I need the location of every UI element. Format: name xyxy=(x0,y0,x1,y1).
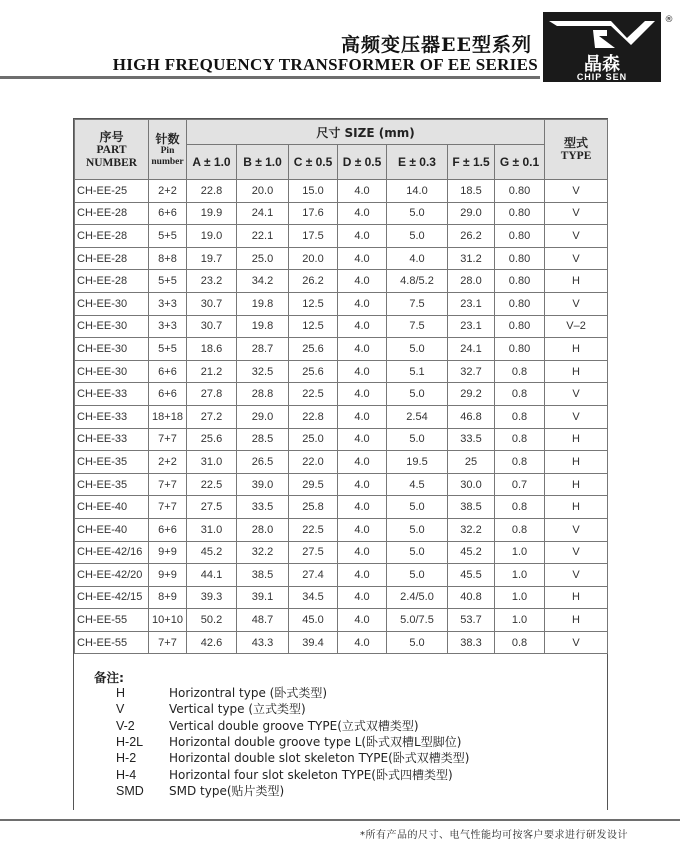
cell-g: 1.0 xyxy=(495,586,545,609)
note-desc: Horizontal double groove type L(卧式双槽L型脚位) xyxy=(169,734,462,749)
cell-d: 4.0 xyxy=(338,518,387,541)
cell-type: V xyxy=(545,383,608,406)
cell-g: 0.80 xyxy=(495,338,545,361)
cell-b: 28.7 xyxy=(237,338,289,361)
cell-part: CH-EE-28 xyxy=(75,270,149,293)
note-code: SMD xyxy=(116,783,144,798)
table-row xyxy=(75,360,608,383)
cell-pin: 7+7 xyxy=(149,631,187,654)
cell-f: 29.2 xyxy=(448,383,495,406)
cell-g: 1.0 xyxy=(495,609,545,632)
cell-part: CH-EE-30 xyxy=(75,338,149,361)
cell-pin: 18+18 xyxy=(149,405,187,428)
cell-e: 5.0 xyxy=(387,496,448,519)
logo-text-en: CHIP SEN xyxy=(576,72,628,82)
cell-e: 5.0 xyxy=(387,631,448,654)
cell-c: 25.6 xyxy=(289,360,338,383)
cell-f: 40.8 xyxy=(448,586,495,609)
dim-f-header: F ± 1.5 xyxy=(448,145,495,180)
cell-c: 25.8 xyxy=(289,496,338,519)
cell-e: 2.4/5.0 xyxy=(387,586,448,609)
cell-c: 17.5 xyxy=(289,225,338,248)
cell-c: 39.4 xyxy=(289,631,338,654)
cell-e: 5.0 xyxy=(387,428,448,451)
note-desc: Vertical type (立式类型) xyxy=(169,702,306,717)
cell-a: 22.5 xyxy=(187,473,237,496)
cell-c: 12.5 xyxy=(289,315,338,338)
cell-d: 4.0 xyxy=(338,564,387,587)
cell-c: 45.0 xyxy=(289,609,338,632)
cell-g: 0.8 xyxy=(495,451,545,474)
cell-pin: 9+9 xyxy=(149,541,187,564)
cell-type: H xyxy=(545,496,608,519)
table-row xyxy=(75,564,608,587)
cell-a: 19.7 xyxy=(187,247,237,270)
cell-e: 5.0 xyxy=(387,564,448,587)
notes-section xyxy=(74,664,607,810)
table-row xyxy=(75,473,608,496)
cell-c: 20.0 xyxy=(289,247,338,270)
cell-part: CH-EE-55 xyxy=(75,631,149,654)
cell-g: 0.80 xyxy=(495,180,545,203)
cell-d: 4.0 xyxy=(338,360,387,383)
cell-e: 5.1 xyxy=(387,360,448,383)
cell-d: 4.0 xyxy=(338,315,387,338)
cell-g: 0.7 xyxy=(495,473,545,496)
cell-pin: 6+6 xyxy=(149,360,187,383)
cell-a: 19.0 xyxy=(187,225,237,248)
cell-d: 4.0 xyxy=(338,338,387,361)
cell-e: 5.0 xyxy=(387,225,448,248)
cell-type: H xyxy=(545,360,608,383)
cell-b: 24.1 xyxy=(237,202,289,225)
cell-c: 17.6 xyxy=(289,202,338,225)
cell-f: 53.7 xyxy=(448,609,495,632)
cell-f: 45.5 xyxy=(448,564,495,587)
cell-part: CH-EE-30 xyxy=(75,292,149,315)
cell-a: 23.2 xyxy=(187,270,237,293)
cell-type: V xyxy=(545,180,608,203)
cell-type: H xyxy=(545,270,608,293)
cell-type: V xyxy=(545,631,608,654)
cell-c: 22.8 xyxy=(289,405,338,428)
cell-f: 33.5 xyxy=(448,428,495,451)
notes-title: 备注: xyxy=(94,670,124,685)
table-row xyxy=(75,541,608,564)
cell-f: 31.2 xyxy=(448,247,495,270)
cell-a: 19.9 xyxy=(187,202,237,225)
cell-pin: 7+7 xyxy=(149,428,187,451)
cell-a: 21.2 xyxy=(187,360,237,383)
spec-sheet xyxy=(73,118,608,810)
cell-part: CH-EE-33 xyxy=(75,428,149,451)
cell-g: 0.80 xyxy=(495,292,545,315)
cell-d: 4.0 xyxy=(338,451,387,474)
cell-pin: 10+10 xyxy=(149,609,187,632)
cell-f: 38.3 xyxy=(448,631,495,654)
note-desc: Horizontal four slot skeleton TYPE(卧式四槽类型) xyxy=(169,767,453,782)
cell-type: H xyxy=(545,473,608,496)
cell-part: CH-EE-42/20 xyxy=(75,564,149,587)
cell-e: 5.0 xyxy=(387,383,448,406)
cell-type: H xyxy=(545,451,608,474)
note-code: H-2L xyxy=(116,734,144,749)
cell-e: 4.0 xyxy=(387,247,448,270)
cell-g: 0.8 xyxy=(495,405,545,428)
cell-pin: 6+6 xyxy=(149,383,187,406)
cell-type: V xyxy=(545,518,608,541)
cell-type: V xyxy=(545,247,608,270)
cell-f: 32.2 xyxy=(448,518,495,541)
cell-c: 25.6 xyxy=(289,338,338,361)
cell-pin: 3+3 xyxy=(149,292,187,315)
registered-mark: ® xyxy=(664,15,674,25)
cell-part: CH-EE-55 xyxy=(75,609,149,632)
cell-b: 48.7 xyxy=(237,609,289,632)
cell-b: 39.1 xyxy=(237,586,289,609)
note-desc: SMD type(贴片类型) xyxy=(169,783,285,798)
cell-b: 25.0 xyxy=(237,247,289,270)
cell-b: 22.1 xyxy=(237,225,289,248)
cell-a: 45.2 xyxy=(187,541,237,564)
cell-type: V xyxy=(545,292,608,315)
cell-e: 5.0 xyxy=(387,518,448,541)
size-header: 尺寸 SIZE (mm) xyxy=(187,120,545,145)
spec-table-body xyxy=(75,180,608,654)
cell-b: 28.0 xyxy=(237,518,289,541)
dim-e-header: E ± 0.3 xyxy=(387,145,448,180)
cell-pin: 5+5 xyxy=(149,338,187,361)
dim-g-header: G ± 0.1 xyxy=(495,145,545,180)
cell-c: 22.5 xyxy=(289,518,338,541)
cell-g: 0.80 xyxy=(495,225,545,248)
cell-f: 26.2 xyxy=(448,225,495,248)
cell-f: 45.2 xyxy=(448,541,495,564)
cell-a: 30.7 xyxy=(187,315,237,338)
cell-pin: 2+2 xyxy=(149,180,187,203)
cell-pin: 6+6 xyxy=(149,518,187,541)
cell-e: 19.5 xyxy=(387,451,448,474)
cell-e: 7.5 xyxy=(387,292,448,315)
cell-b: 29.0 xyxy=(237,405,289,428)
cell-b: 28.5 xyxy=(237,428,289,451)
cell-b: 19.8 xyxy=(237,292,289,315)
cell-type: V xyxy=(545,405,608,428)
table-row xyxy=(75,609,608,632)
cell-d: 4.0 xyxy=(338,473,387,496)
cell-a: 22.8 xyxy=(187,180,237,203)
cell-type: H xyxy=(545,428,608,451)
table-row xyxy=(75,225,608,248)
cell-pin: 6+6 xyxy=(149,202,187,225)
cell-c: 15.0 xyxy=(289,180,338,203)
cell-a: 27.8 xyxy=(187,383,237,406)
footer-note: *所有产品的尺寸、电气性能均可按客户要求进行研发设计 xyxy=(360,830,628,841)
cell-d: 4.0 xyxy=(338,496,387,519)
footer-rule xyxy=(0,819,680,821)
cell-b: 26.5 xyxy=(237,451,289,474)
table-row xyxy=(75,247,608,270)
table-row xyxy=(75,383,608,406)
cell-a: 50.2 xyxy=(187,609,237,632)
dim-a-header: A ± 1.0 xyxy=(187,145,237,180)
cell-f: 25 xyxy=(448,451,495,474)
cell-e: 5.0 xyxy=(387,541,448,564)
pin-number-header: 针数 Pin number xyxy=(149,120,187,180)
cell-d: 4.0 xyxy=(338,225,387,248)
cell-part: CH-EE-42/15 xyxy=(75,586,149,609)
cell-g: 0.8 xyxy=(495,631,545,654)
cell-e: 5.0 xyxy=(387,338,448,361)
cell-part: CH-EE-28 xyxy=(75,202,149,225)
cell-type: V xyxy=(545,202,608,225)
dim-b-header: B ± 1.0 xyxy=(237,145,289,180)
cell-c: 27.4 xyxy=(289,564,338,587)
logo-text-cn: 晶森 xyxy=(584,54,620,75)
cell-d: 4.0 xyxy=(338,180,387,203)
cell-d: 4.0 xyxy=(338,631,387,654)
cell-a: 25.6 xyxy=(187,428,237,451)
cell-g: 0.80 xyxy=(495,247,545,270)
cell-g: 1.0 xyxy=(495,541,545,564)
cell-part: CH-EE-40 xyxy=(75,518,149,541)
cell-f: 32.7 xyxy=(448,360,495,383)
cell-type: V xyxy=(545,564,608,587)
cell-pin: 2+2 xyxy=(149,451,187,474)
cell-part: CH-EE-28 xyxy=(75,225,149,248)
cell-c: 22.5 xyxy=(289,383,338,406)
cell-part: CH-EE-30 xyxy=(75,315,149,338)
cell-type: H xyxy=(545,609,608,632)
cell-part: CH-EE-33 xyxy=(75,405,149,428)
dim-d-header: D ± 0.5 xyxy=(338,145,387,180)
cell-d: 4.0 xyxy=(338,541,387,564)
cell-d: 4.0 xyxy=(338,405,387,428)
cell-a: 42.6 xyxy=(187,631,237,654)
cell-c: 22.0 xyxy=(289,451,338,474)
cell-g: 0.8 xyxy=(495,518,545,541)
table-row xyxy=(75,405,608,428)
table-row xyxy=(75,292,608,315)
cell-g: 0.8 xyxy=(495,496,545,519)
table-row xyxy=(75,428,608,451)
cell-f: 38.5 xyxy=(448,496,495,519)
cell-a: 30.7 xyxy=(187,292,237,315)
cell-d: 4.0 xyxy=(338,428,387,451)
table-row xyxy=(75,496,608,519)
cell-g: 0.8 xyxy=(495,428,545,451)
cell-e: 4.5 xyxy=(387,473,448,496)
cell-b: 32.2 xyxy=(237,541,289,564)
cell-pin: 8+9 xyxy=(149,586,187,609)
cell-b: 19.8 xyxy=(237,315,289,338)
note-desc: Horizontral type (卧式类型) xyxy=(169,686,328,700)
cell-e: 14.0 xyxy=(387,180,448,203)
table-row xyxy=(75,202,608,225)
cell-e: 4.8/5.2 xyxy=(387,270,448,293)
cell-d: 4.0 xyxy=(338,292,387,315)
cell-type: V xyxy=(545,225,608,248)
cell-a: 44.1 xyxy=(187,564,237,587)
cell-b: 32.5 xyxy=(237,360,289,383)
cell-part: CH-EE-35 xyxy=(75,473,149,496)
note-desc: Vertical double groove TYPE(立式双槽类型) xyxy=(169,718,419,733)
cell-c: 34.5 xyxy=(289,586,338,609)
table-row xyxy=(75,451,608,474)
cell-pin: 8+8 xyxy=(149,247,187,270)
cell-d: 4.0 xyxy=(338,247,387,270)
table-row xyxy=(75,315,608,338)
cell-type: H xyxy=(545,586,608,609)
cell-b: 33.5 xyxy=(237,496,289,519)
cell-part: CH-EE-40 xyxy=(75,496,149,519)
cell-f: 30.0 xyxy=(448,473,495,496)
cell-f: 46.8 xyxy=(448,405,495,428)
part-number-header: 序号 PART NUMBER xyxy=(75,120,149,180)
cell-a: 27.2 xyxy=(187,405,237,428)
table-row xyxy=(75,270,608,293)
cell-g: 0.8 xyxy=(495,360,545,383)
cell-f: 23.1 xyxy=(448,292,495,315)
cell-f: 18.5 xyxy=(448,180,495,203)
cell-pin: 5+5 xyxy=(149,225,187,248)
cell-b: 43.3 xyxy=(237,631,289,654)
table-row xyxy=(75,518,608,541)
cell-part: CH-EE-33 xyxy=(75,383,149,406)
page-title-cn: 高频变压器EE型系列 xyxy=(341,34,532,56)
cell-c: 29.5 xyxy=(289,473,338,496)
cell-g: 0.80 xyxy=(495,202,545,225)
cell-b: 28.8 xyxy=(237,383,289,406)
cell-c: 27.5 xyxy=(289,541,338,564)
table-row xyxy=(75,631,608,654)
cell-f: 23.1 xyxy=(448,315,495,338)
cell-f: 28.0 xyxy=(448,270,495,293)
cell-g: 1.0 xyxy=(495,564,545,587)
cell-g: 0.8 xyxy=(495,383,545,406)
cell-f: 29.0 xyxy=(448,202,495,225)
cell-a: 18.6 xyxy=(187,338,237,361)
cell-d: 4.0 xyxy=(338,586,387,609)
page-header xyxy=(0,0,680,90)
cell-g: 0.80 xyxy=(495,270,545,293)
cell-e: 7.5 xyxy=(387,315,448,338)
cell-a: 39.3 xyxy=(187,586,237,609)
table-row xyxy=(75,586,608,609)
note-code: H xyxy=(116,686,126,700)
type-header: 型式 TYPE xyxy=(545,120,608,180)
note-code: V xyxy=(116,702,125,717)
cell-pin: 7+7 xyxy=(149,473,187,496)
cell-c: 26.2 xyxy=(289,270,338,293)
cell-part: CH-EE-42/16 xyxy=(75,541,149,564)
cell-b: 34.2 xyxy=(237,270,289,293)
note-code: H-4 xyxy=(116,767,137,782)
cell-pin: 3+3 xyxy=(149,315,187,338)
cell-e: 5.0 xyxy=(387,202,448,225)
cell-e: 2.54 xyxy=(387,405,448,428)
header-rule xyxy=(0,76,540,79)
cell-type: H xyxy=(545,338,608,361)
chipsen-logo-icon xyxy=(541,8,675,88)
cell-b: 38.5 xyxy=(237,564,289,587)
cell-pin: 5+5 xyxy=(149,270,187,293)
cell-d: 4.0 xyxy=(338,202,387,225)
cell-a: 27.5 xyxy=(187,496,237,519)
cell-part: CH-EE-30 xyxy=(75,360,149,383)
cell-b: 39.0 xyxy=(237,473,289,496)
cell-d: 4.0 xyxy=(338,270,387,293)
cell-f: 24.1 xyxy=(448,338,495,361)
dim-c-header: C ± 0.5 xyxy=(289,145,338,180)
cell-c: 25.0 xyxy=(289,428,338,451)
note-code: H-2 xyxy=(116,751,137,766)
cell-d: 4.0 xyxy=(338,383,387,406)
cell-pin: 9+9 xyxy=(149,564,187,587)
cell-pin: 7+7 xyxy=(149,496,187,519)
cell-e: 5.0/7.5 xyxy=(387,609,448,632)
cell-d: 4.0 xyxy=(338,609,387,632)
cell-type: V xyxy=(545,541,608,564)
cell-b: 20.0 xyxy=(237,180,289,203)
cell-type: V–2 xyxy=(545,315,608,338)
note-desc: Horizontal double slot skeleton TYPE(卧式双槽类型) xyxy=(169,751,470,766)
cell-part: CH-EE-25 xyxy=(75,180,149,203)
spec-table xyxy=(74,119,608,654)
cell-a: 31.0 xyxy=(187,451,237,474)
table-row xyxy=(75,338,608,361)
cell-a: 31.0 xyxy=(187,518,237,541)
table-row xyxy=(75,180,608,203)
cell-part: CH-EE-28 xyxy=(75,247,149,270)
cell-c: 12.5 xyxy=(289,292,338,315)
note-code: V-2 xyxy=(116,718,135,733)
page-title-en: HIGH FREQUENCY TRANSFORMER OF EE SERIES xyxy=(112,55,538,74)
cell-part: CH-EE-35 xyxy=(75,451,149,474)
cell-g: 0.80 xyxy=(495,315,545,338)
